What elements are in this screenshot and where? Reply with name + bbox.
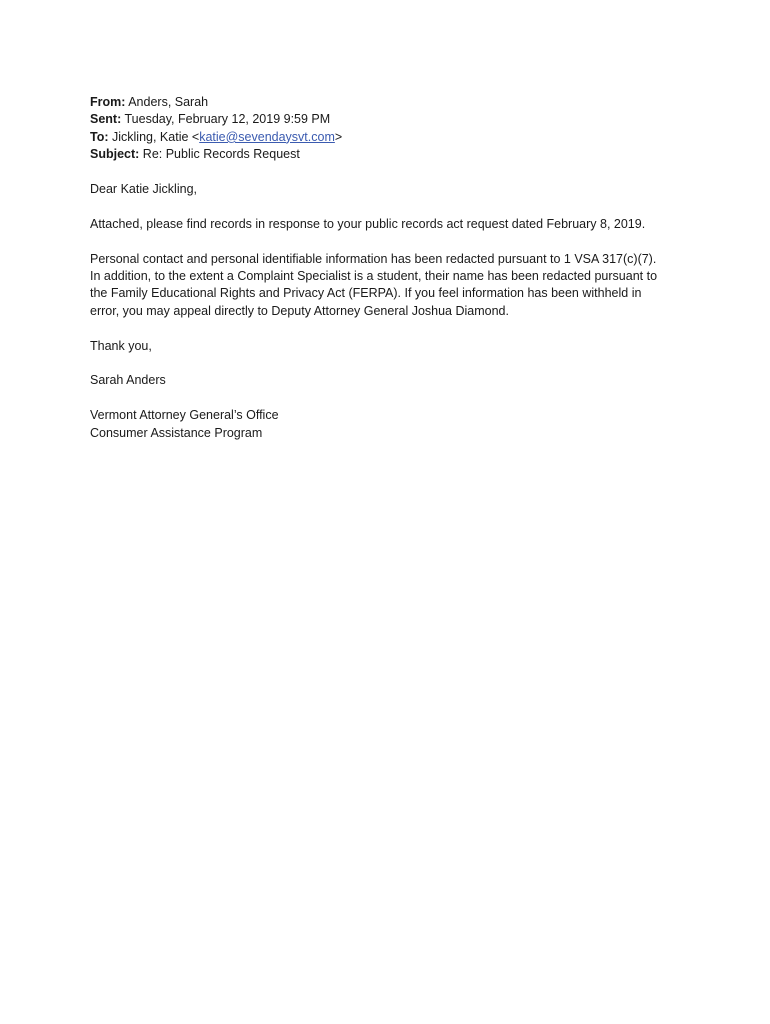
to-suffix: > <box>334 129 343 144</box>
signature-name: Sarah Anders <box>90 373 166 388</box>
sent-value: Tuesday, February 12, 2019 9:59 PM <box>124 112 331 127</box>
subject-value: Re: Public Records Request <box>142 147 300 162</box>
paragraph-2-line: In addition, to the extent a Complaint Specialist is a student, their name has been redacted pursuant to <box>90 269 658 284</box>
from-label: From: <box>90 95 126 109</box>
sent-line <box>90 111 690 128</box>
paragraph-1: Attached, please find records in response to your public records act request dated February 8, 2019. <box>90 216 646 231</box>
to-line <box>90 129 690 146</box>
to-name: Jickling, Katie < <box>112 129 200 144</box>
paragraph-2-line: error, you may appeal directly to Deputy Attorney General Joshua Diamond. <box>90 303 509 318</box>
email-document <box>90 94 690 442</box>
to-email-link[interactable]: katie@sevendaysvt.com <box>199 129 335 144</box>
sent-label: Sent: <box>90 112 122 127</box>
paragraph-2 <box>90 251 690 321</box>
to-label: To: <box>90 129 109 144</box>
greeting: Dear Katie Jickling, <box>90 182 197 197</box>
org-program: Consumer Assistance Program <box>90 425 263 440</box>
subject-label: Subject: <box>90 147 140 162</box>
paragraph-2-line: the Family Educational Rights and Privacy Act (FERPA). If you feel information has been withheld in <box>90 286 642 301</box>
subject-line <box>90 146 690 163</box>
from-value: Anders, Sarah <box>128 95 209 109</box>
org-name: Vermont Attorney General’s Office <box>90 408 279 423</box>
paragraph-2-line: Personal contact and personal identifiable information has been redacted pursuant to 1 VSA 317(c)(7). <box>90 251 657 266</box>
closing: Thank you, <box>90 338 152 353</box>
signature-block <box>90 407 690 442</box>
from-line <box>90 94 690 111</box>
